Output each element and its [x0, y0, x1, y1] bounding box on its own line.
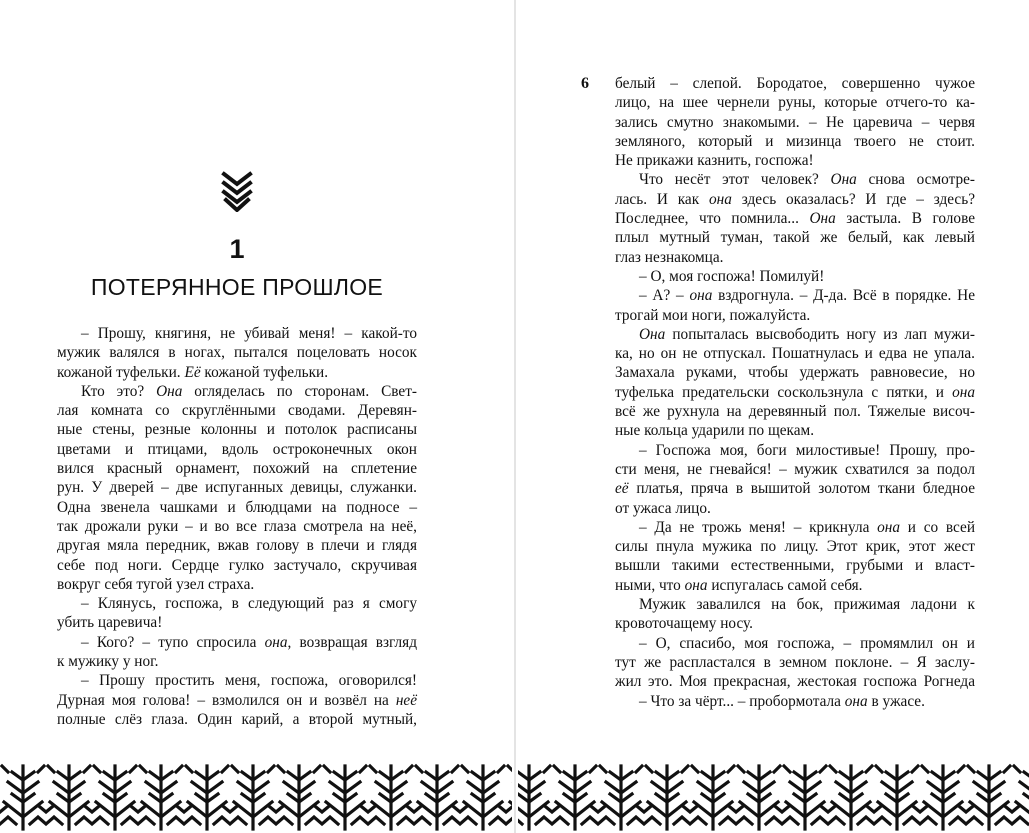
- text-segment: всё же рухнула на деревянный пол. Тяжелые височ-: [615, 403, 975, 421]
- text-line: [57, 671, 417, 690]
- text-line: [615, 556, 975, 575]
- text-segment: так дрожали руки – и во все глаза смотрела на неё,: [57, 517, 417, 535]
- text-line: [615, 170, 975, 189]
- folk-rune-border-pattern-icon: [0, 762, 1029, 833]
- text-segment: Замахала руками, чтобы удержать равновесие, но: [615, 364, 975, 382]
- text-segment: испугалась самой себя.: [707, 576, 863, 594]
- italic-word: Она: [809, 210, 836, 228]
- text-line: [615, 614, 975, 633]
- text-segment: – Прошу, княгиня, не убивай меня! – какой-то: [81, 325, 417, 342]
- text-segment: кожаной туфельки.: [57, 363, 185, 381]
- text-segment: мужик валялся в ногах, пытался поцеловать носок: [57, 344, 417, 362]
- text-line: [615, 421, 975, 440]
- text-line: [615, 441, 975, 460]
- text-line: [615, 93, 975, 112]
- italic-word: Она: [639, 325, 666, 343]
- italic-word: она: [844, 692, 868, 710]
- text-line: [615, 576, 975, 595]
- text-line: [57, 633, 417, 652]
- text-line: [57, 517, 417, 536]
- text-segment: Кто это?: [81, 382, 157, 400]
- text-segment: застыла. В голове: [835, 210, 975, 228]
- text-segment: лась. И как: [615, 190, 709, 208]
- text-segment: платья, пряча в вышитой золотом ткани бледное: [628, 480, 975, 498]
- italic-word: её: [615, 480, 629, 498]
- italic-word: Она: [830, 171, 857, 189]
- text-line: [615, 344, 975, 363]
- text-segment: цветами и птицами, вдоль остроконечных окон: [57, 440, 417, 458]
- text-line: [615, 460, 975, 479]
- text-segment: снова осмотре-: [856, 171, 975, 189]
- text-segment: вокруг себя тугой узел страха.: [57, 575, 255, 593]
- text-segment: вздрогнула. – Д-да. Всё в порядке. Не: [712, 287, 975, 305]
- text-segment: глаз незнакомца.: [615, 248, 724, 266]
- text-line: [57, 556, 417, 575]
- text-segment: Последнее, что помнила...: [615, 210, 810, 228]
- text-segment: другая мяла передник, вжав голову в плечи и глядя: [57, 537, 417, 555]
- text-segment: рун. У дверей – две испуганных девицы, служанки.: [57, 479, 417, 497]
- text-line: [615, 672, 975, 691]
- text-segment: кровоточащему носу.: [615, 615, 753, 633]
- italic-word: неё: [395, 691, 417, 709]
- text-line: [615, 537, 975, 556]
- text-line: [57, 613, 417, 632]
- text-line: [615, 595, 975, 614]
- text-segment: туфелька предательски соскользнула с пятки, и: [615, 383, 953, 401]
- text-segment: ка, но он не отпускал. Пошатнулась и едва не упала.: [615, 345, 975, 363]
- italic-word: она: [684, 576, 708, 594]
- page-number: 6: [581, 75, 589, 92]
- text-segment: и со всей: [900, 518, 976, 536]
- text-line: [57, 478, 417, 497]
- text-segment: – Прошу простить меня, госпожа, оговорился!: [81, 672, 417, 690]
- text-segment: вился красный орнамент, похожий на сплетение: [57, 460, 417, 478]
- text-segment: сти меня, не гневайся! – мужик схватился за подол: [615, 460, 975, 478]
- text-line: [615, 132, 975, 151]
- text-segment: от ужаса лицо.: [615, 499, 711, 517]
- text-segment: в ужасе.: [867, 692, 925, 710]
- tree-rune-ornament-icon: [216, 168, 258, 212]
- text-segment: здесь оказалась? И где – здесь?: [731, 190, 975, 208]
- right-page-body-text: [615, 74, 975, 711]
- text-line: [615, 151, 975, 170]
- left-page: [0, 0, 514, 833]
- italic-word: она: [952, 383, 975, 401]
- text-segment: ные стены, резные колонны и потолок расписаны: [57, 421, 417, 439]
- text-line: [615, 518, 975, 537]
- text-segment: жил это. Моя прекрасная, жестокая госпожа Рогнеда: [615, 673, 975, 691]
- text-segment: зались смутно знакомыми. – Не царевича – червя: [615, 113, 975, 131]
- text-line: [57, 382, 417, 401]
- text-line: [615, 209, 975, 228]
- text-line: [615, 363, 975, 382]
- text-segment: Что несёт этот человек?: [639, 171, 831, 189]
- text-line: [615, 74, 975, 93]
- text-line: [615, 692, 975, 711]
- text-line: [615, 228, 975, 247]
- text-segment: полные слёз глаза. Один карий, а второй мутный,: [57, 710, 417, 728]
- text-line: [57, 459, 417, 478]
- text-segment: – О, моя госпожа! Помилуй!: [639, 267, 825, 285]
- text-segment: Не прикажи казнить, госпожа!: [615, 152, 814, 170]
- text-line: [57, 536, 417, 555]
- text-segment: кожаной туфельки.: [200, 363, 329, 381]
- text-segment: Одна звенела чашками и блюдцами на подносе –: [57, 498, 417, 516]
- text-line: [57, 710, 417, 729]
- text-line: [615, 306, 975, 325]
- text-line: [615, 653, 975, 672]
- text-segment: – Да не трожь меня! – крикнула: [639, 518, 878, 536]
- text-segment: себе под ноги. Сердце гулко застучало, скручивая: [57, 556, 417, 574]
- text-segment: – А? –: [639, 287, 690, 305]
- text-segment: огляделась по сторонам. Свет-: [182, 382, 418, 400]
- text-line: [615, 634, 975, 653]
- chapter-title: ПОТЕРЯННОЕ ПРОШЛОЕ: [90, 274, 384, 300]
- text-line: [615, 383, 975, 402]
- text-segment: Мужик завалился на бок, прижимая ладони к: [639, 596, 975, 614]
- text-line: [615, 479, 975, 498]
- text-segment: земляного, который и мизинца твоего не стоит.: [615, 132, 975, 150]
- text-line: [57, 440, 417, 459]
- text-line: [615, 190, 975, 209]
- text-line: [615, 499, 975, 518]
- italic-word: Её: [184, 363, 201, 381]
- italic-word: она: [708, 190, 732, 208]
- left-page-body-text: [57, 324, 417, 729]
- text-line: [57, 324, 417, 343]
- text-line: [57, 420, 417, 439]
- text-segment: ные кольца ударили по щекам.: [615, 422, 815, 440]
- italic-word: она: [689, 287, 713, 305]
- text-line: [57, 363, 417, 382]
- text-segment: вышли такими естественными, грубыми и власт-: [615, 557, 975, 575]
- text-segment: – Клянусь, госпожа, в следующий раз я смогу: [81, 595, 417, 613]
- text-line: [615, 325, 975, 344]
- italic-word: она: [264, 633, 288, 651]
- italic-word: она: [877, 518, 901, 536]
- text-line: [57, 498, 417, 517]
- text-segment: плыл мутный туман, такой же белый, как левый: [615, 229, 975, 247]
- italic-word: Она: [156, 382, 183, 400]
- text-line: [615, 248, 975, 267]
- text-segment: к мужику у ног.: [57, 653, 159, 671]
- text-segment: лая комната со скруглёнными сводами. Деревян-: [57, 402, 417, 420]
- text-segment: попыталась высвободить ногу из лап мужи-: [665, 325, 975, 343]
- text-segment: трогай мои ноги, пожалуйста.: [615, 306, 811, 324]
- text-line: [615, 402, 975, 421]
- text-segment: силы пнула мужика по лицу. Этот крик, этот жест: [615, 538, 975, 556]
- text-segment: – Госпожа моя, боги милостивые! Прошу, про-: [639, 441, 975, 459]
- text-segment: – О, спасибо, моя госпожа, – промямлил он и: [639, 634, 975, 652]
- text-segment: , возвращая взгляд: [287, 633, 418, 651]
- text-segment: – Кого? – тупо спросила: [81, 633, 265, 651]
- text-line: [57, 594, 417, 613]
- text-segment: лицо, на шее чернели руны, которые отчего-то ка-: [615, 94, 975, 112]
- text-line: [57, 401, 417, 420]
- text-line: [615, 113, 975, 132]
- text-line: [615, 286, 975, 305]
- text-segment: белый – слепой. Бородатое, совершенно чужое: [615, 75, 975, 92]
- text-segment: – Что за чёрт... – пробормотала: [639, 692, 845, 710]
- text-line: [57, 575, 417, 594]
- text-segment: Дурная моя голова! – взмолился он и возвёл на: [57, 691, 396, 709]
- text-line: [57, 343, 417, 362]
- chapter-number: 1: [229, 234, 245, 264]
- text-segment: убить царевича!: [57, 614, 163, 632]
- text-segment: тут же распластался в земном поклоне. – Я заслу-: [615, 653, 975, 671]
- text-line: [615, 267, 975, 286]
- text-line: [57, 652, 417, 671]
- text-line: [57, 691, 417, 710]
- text-segment: ными, что: [615, 576, 685, 594]
